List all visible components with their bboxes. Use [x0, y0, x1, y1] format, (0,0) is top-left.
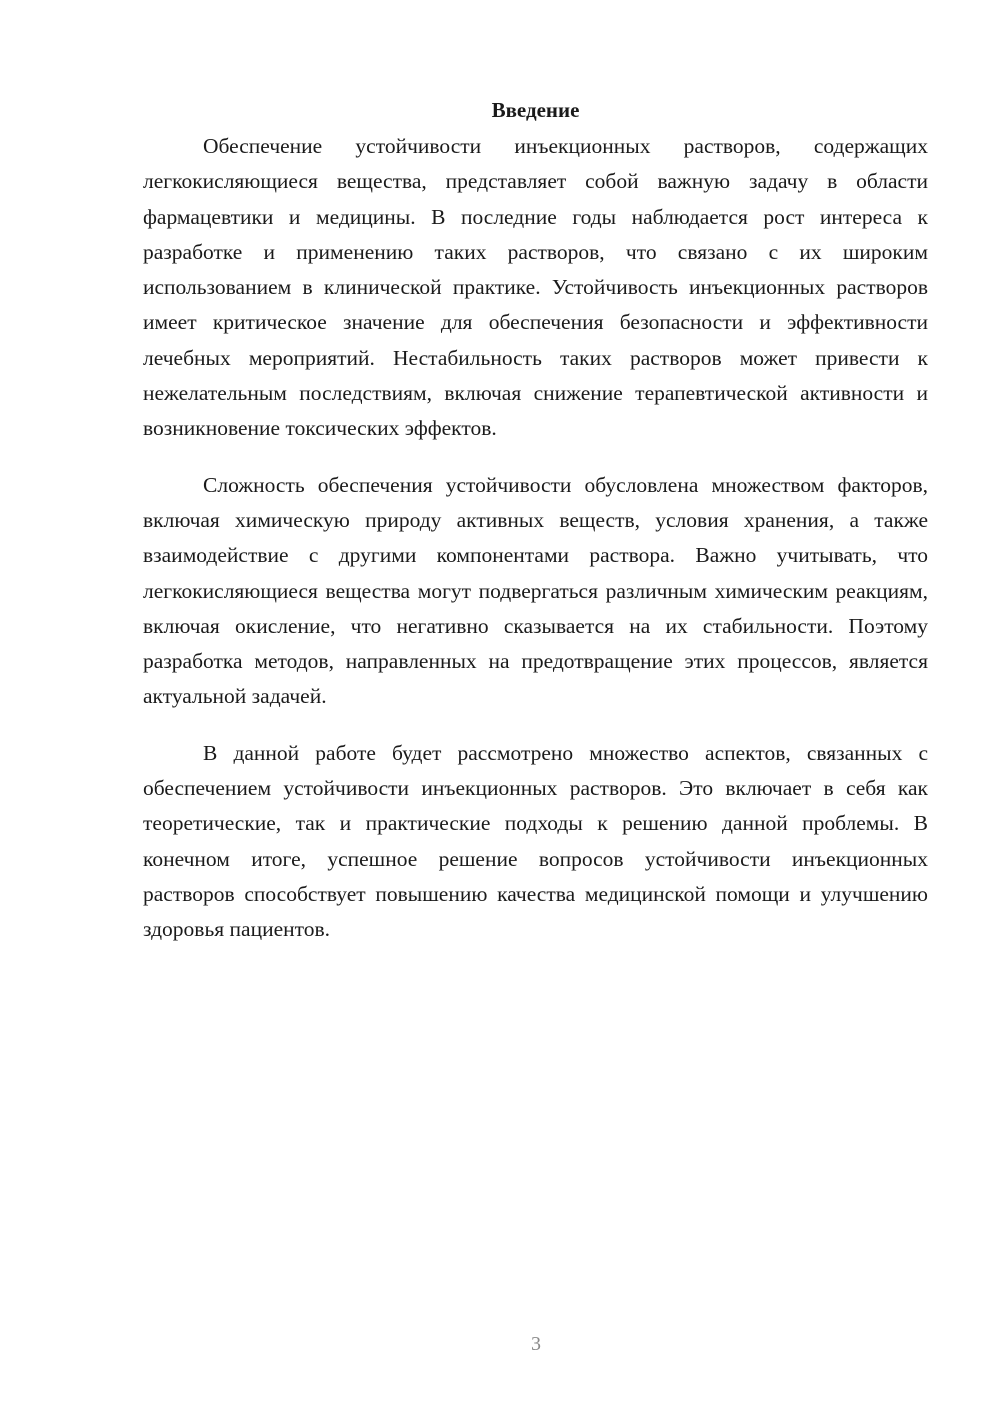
paragraph-3: В данной работе будет рассмотрено множество аспектов, связанных с обеспечением устойчивости инъекционных растворов. Это включает в себя как теоретические, так и практические подходы к решению данной проблемы. В конечном итоге, успешное решение вопросов устойчивости инъекционных растворов способствует повышению качества медицинской помощи и улучшению здоровья пациентов.: [143, 740, 928, 942]
paragraph-2: Сложность обеспечения устойчивости обусловлена множеством факторов, включая химическую природу активных веществ, условия хранения, а также взаимодействие с другими компонентами раствора. Важно учитывать, что легкокисляющиеся вещества могут подвергаться различным химическим реакциям, включая окисление, что негативно сказывается на их стабильности. Поэтому разработка методов, направленных на предотвращение этих процессов, является актуальной задачей.: [143, 472, 928, 709]
page-content: [143, 93, 928, 969]
paragraph-1: Обеспечение устойчивости инъекционных растворов, содержащих легкокисляющиеся вещества, представляет собой важную задачу в области фармацевтики и медицины. В последние годы наблюдается рост интереса к разработке и применению таких растворов, что связано с их широким использованием в клинической практике. Устойчивость инъекционных растворов имеет критическое значение для обеспечения безопасности и эффективности лечебных мероприятий. Нестабильность таких растворов может привести к нежелательным последствиям, включая снижение терапевтической активности и возникновение токсических эффектов.: [143, 134, 928, 441]
page-number: 3: [531, 1333, 541, 1355]
section-heading: Введение: [491, 98, 580, 122]
